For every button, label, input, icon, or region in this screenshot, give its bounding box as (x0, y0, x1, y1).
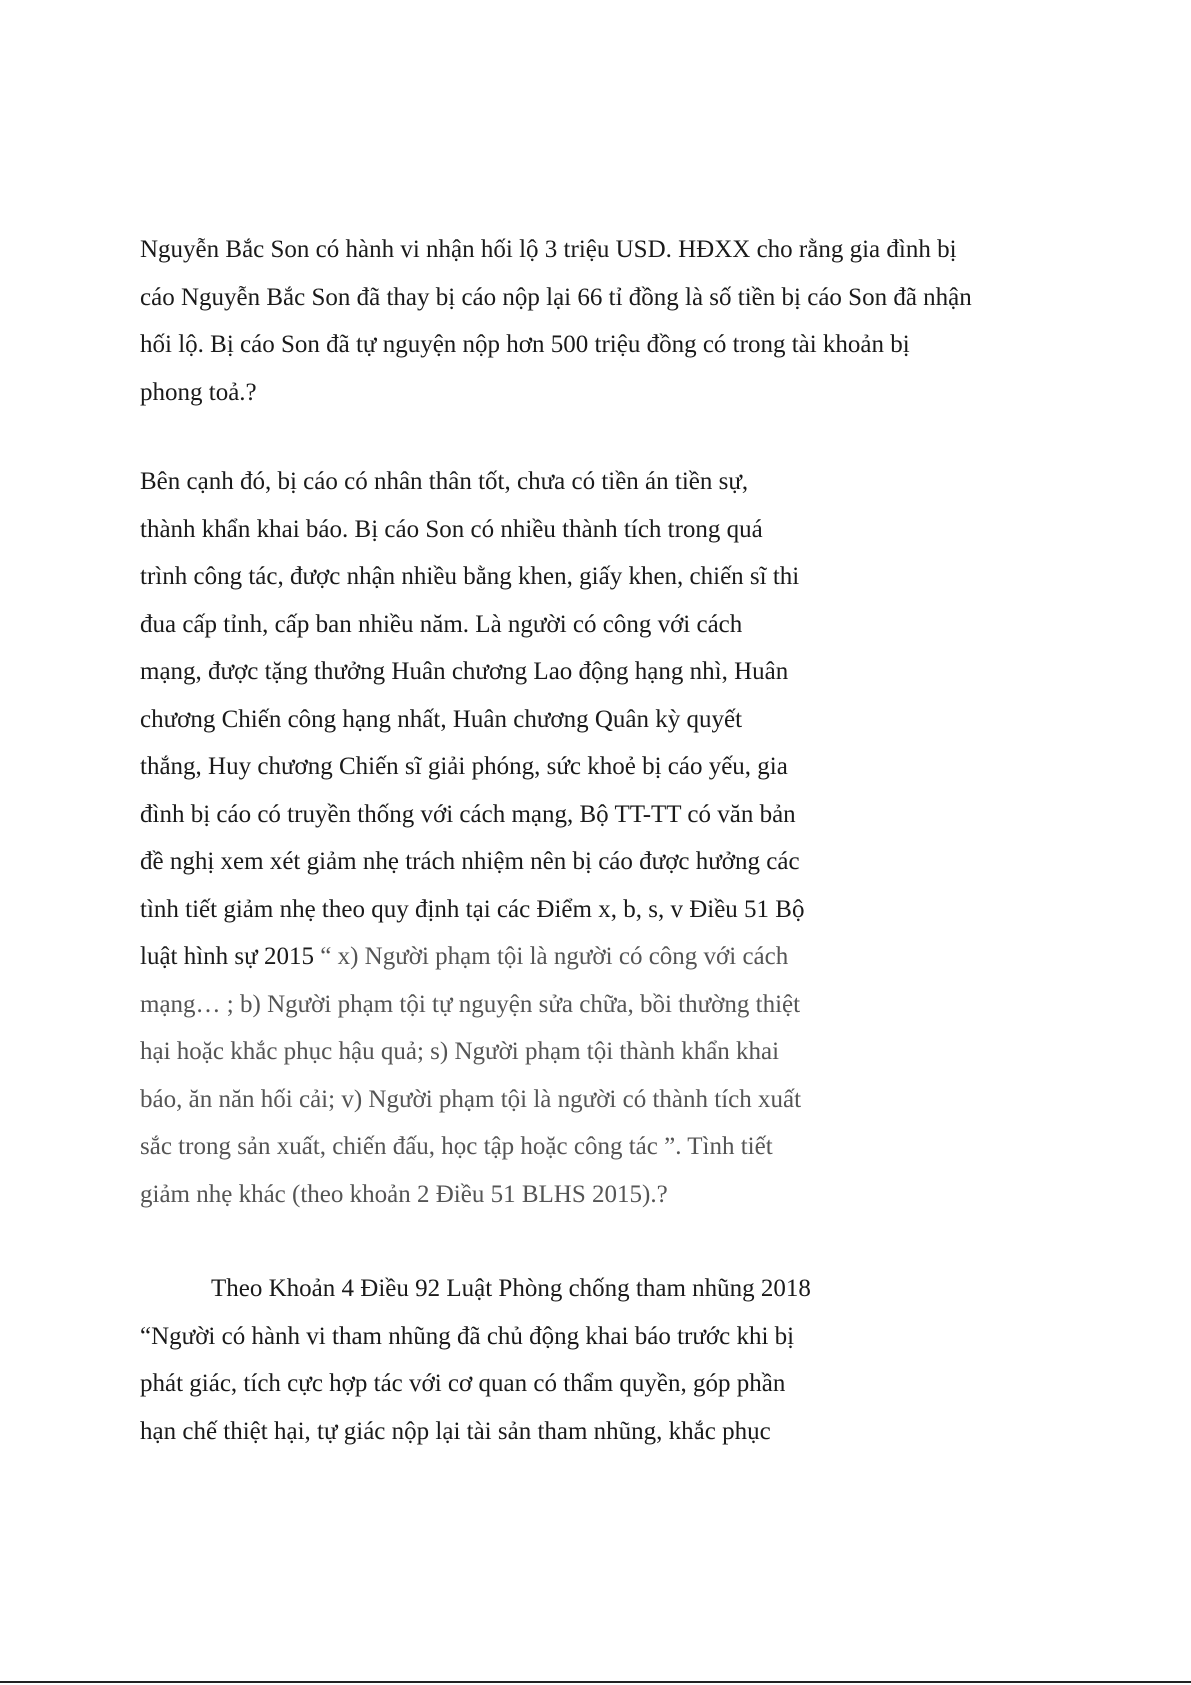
text-line: Bên cạnh đó, bị cáo có nhân thân tốt, chưa có tiền án tiền sự, (140, 468, 749, 495)
text-line: chương Chiến công hạng nhất, Huân chương Quân kỳ quyết (140, 705, 743, 733)
text-line: mạng, được tặng thưởng Huân chương Lao động hạng nhì, Huân (140, 658, 789, 685)
text-line: đua cấp tỉnh, cấp ban nhiều năm. Là người có công với cách (140, 610, 743, 638)
paragraph-anti-corruption-law (140, 1265, 811, 1455)
text-line: hạn chế thiệt hại, tự giác nộp lại tài sản tham nhũng, khắc phục (140, 1417, 771, 1445)
text-line: thành khẩn khai báo. Bị cáo Son có nhiều thành tích trong quá (140, 515, 763, 543)
text-fragment: luật hình sự 2015 (140, 943, 321, 970)
paragraph-mitigating-circumstances (140, 458, 804, 1218)
text-line: thắng, Huy chương Chiến sĩ giải phóng, sức khoẻ bị cáo yếu, gia (140, 753, 788, 780)
text-line: đề nghị xem xét giảm nhẹ trách nhiệm nên bị cáo được hưởng các (140, 848, 800, 875)
text-line-with-quote (140, 933, 804, 981)
text-line: Nguyễn Bắc Son có hành vi nhận hối lộ 3 triệu USD. HĐXX cho rằng gia đình bị (140, 236, 957, 263)
text-line-indented: Theo Khoản 4 Điều 92 Luật Phòng chống tham nhũng 2018 (211, 1275, 811, 1302)
text-line: phát giác, tích cực hợp tác với cơ quan có thẩm quyền, góp phần (140, 1370, 786, 1397)
page-bottom-divider (0, 1681, 1191, 1683)
quoted-law-line: giảm nhẹ khác (theo khoản 2 Điều 51 BLHS 2015).? (140, 1180, 668, 1208)
quoted-law-line: sắc trong sản xuất, chiến đấu, học tập hoặc công tác ”. Tình tiết (140, 1133, 773, 1160)
text-line: phong toả.? (140, 378, 257, 406)
quoted-law-text: “ x) Người phạm tội là người có công với cách (320, 943, 789, 970)
paragraph-bribery-summary (140, 226, 972, 416)
text-line: hối lộ. Bị cáo Son đã tự nguyện nộp hơn 500 triệu đồng có trong tài khoản bị (140, 331, 910, 358)
text-line: “Người có hành vi tham nhũng đã chủ động khai báo trước khi bị (140, 1322, 795, 1350)
quoted-law-line: báo, ăn năn hối cải; v) Người phạm tội là người có thành tích xuất (140, 1085, 802, 1113)
text-line: tình tiết giảm nhẹ theo quy định tại các Điểm x, b, s, v Điều 51 Bộ (140, 895, 805, 923)
quoted-law-line: mạng… ; b) Người phạm tội tự nguyện sửa chữa, bồi thường thiệt (140, 990, 801, 1018)
text-line: cáo Nguyễn Bắc Son đã thay bị cáo nộp lại 66 tỉ đồng là số tiền bị cáo Son đã nhận (140, 283, 972, 311)
text-line: trình công tác, được nhận nhiều bằng khen, giấy khen, chiến sĩ thi (140, 563, 800, 590)
quoted-law-line: hại hoặc khắc phục hậu quả; s) Người phạm tội thành khẩn khai (140, 1038, 780, 1065)
text-line: đình bị cáo có truyền thống với cách mạng, Bộ TT-TT có văn bản (140, 800, 796, 828)
